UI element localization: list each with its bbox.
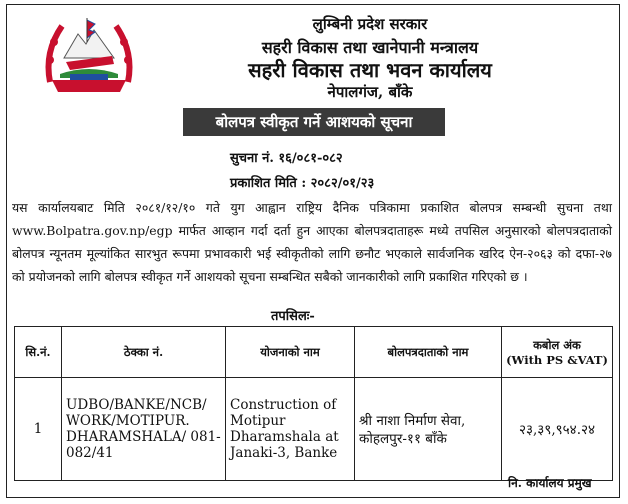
- table-row: [15, 378, 613, 481]
- col-serial: सि.नं.: [15, 327, 62, 378]
- col-amount-label: कबोल अंक: [533, 337, 581, 352]
- col-bidder: बोलपत्रदाताको नाम: [355, 327, 502, 378]
- details-label: तपसिलः-: [271, 309, 315, 324]
- nepal-government-emblem-icon: [40, 12, 138, 98]
- office-chief-signature-label: नि. कार्यालय प्रमुख: [508, 476, 592, 490]
- cell-contract-no: UDBO/BANKE/NCB/ WORK/MOTIPUR. DHARAMSHALA/ 081-082/41: [62, 378, 226, 481]
- province-government-title: लुम्बिनी प्रदेश सरकार: [312, 15, 428, 33]
- published-date: प्रकाशित मिति : २०८२/०१/२३: [230, 176, 375, 191]
- cell-project-name: Construction of Motipur Dharamshala at Janaki-3, Banke: [226, 378, 355, 481]
- notice-banner: बोलपत्र स्वीकृत गर्ने आशयको सूचना: [183, 108, 445, 136]
- office-location: नेपालगंज, बाँके: [327, 83, 413, 101]
- col-project-name: योजनाको नाम: [226, 327, 355, 378]
- table-header-row: [15, 327, 613, 378]
- cell-amount: २३,३९,९५४.२४: [502, 378, 613, 481]
- cell-bidder: श्री नाशा निर्माण सेवा, कोहलपुर-११ बाँके: [355, 378, 502, 481]
- notice-body: यस कार्यालयबाट मिति २०८१/१२/१० गते युग आह्वान राष्ट्रिय दैनिक पत्रिकामा प्रकाशित बोलपत्र सम्बन्धी सुचना तथा www.Bolpatra.gov.np/egp मार्फत आव्हान गर्दा दर्ता हुन आएका बोलपत्रदाताहरू मध्ये तपसिल अनुसारको बोलपत्रदाताको बोलपत्र न्यूनतम मूल्यांकित सारभुत रूपमा प्रभावकारी भई स्वीकृतीको लागि छनौट भएकाले सार्वजनिक खरिद ऐन-२०६३ को दफा-२७ को प्रयोजनको लागि बोलपत्र स्वीकृत गर्ने आशयको सूचना सम्बन्धित सबैको जानकारीको लागि प्रकाशित गरिएको छ ।: [12, 200, 612, 284]
- office-title: सहरी विकास तथा भवन कार्यालय: [248, 58, 492, 82]
- col-amount-note: (With PS &VAT): [506, 352, 608, 367]
- cell-serial: 1: [15, 378, 62, 481]
- bid-table: [14, 326, 613, 481]
- notice-number: सुचना नं. १६/०८१-०८२: [230, 151, 343, 166]
- col-amount: [502, 327, 613, 378]
- col-contract-no: ठेक्का नं.: [62, 327, 226, 378]
- ministry-title: सहरी विकास तथा खानेपानी मन्त्रालय: [261, 38, 479, 57]
